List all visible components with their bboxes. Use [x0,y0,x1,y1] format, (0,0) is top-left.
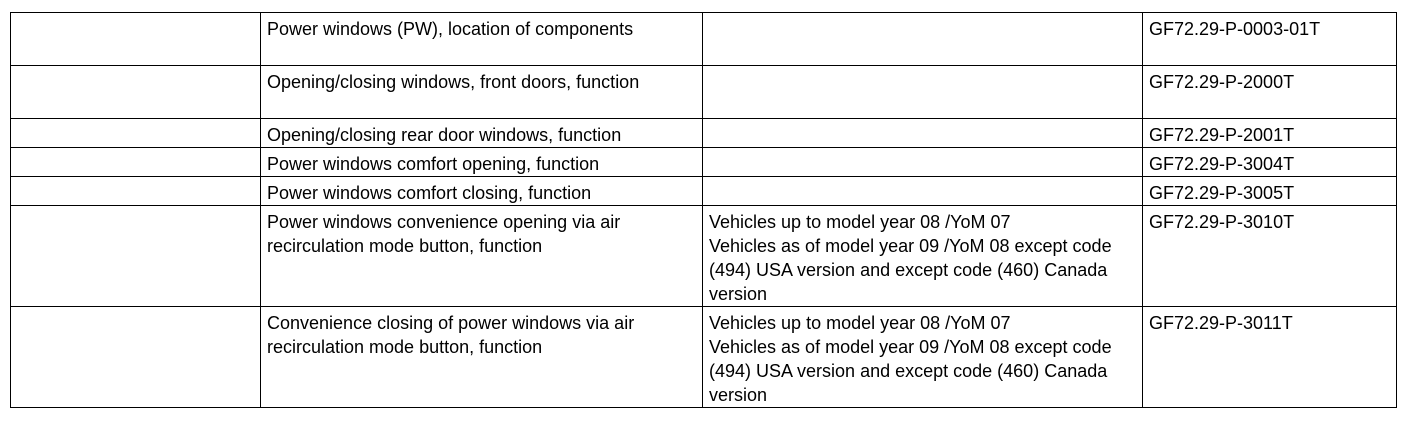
note-cell [703,119,1143,148]
note-cell [703,148,1143,177]
empty-cell [11,307,261,408]
description-cell: Power windows comfort opening, function [261,148,703,177]
table-row [11,66,1397,119]
document-code-cell: GF72.29-P-3011T [1143,307,1397,408]
document-code-cell: GF72.29-P-3004T [1143,148,1397,177]
document-table [10,12,1397,408]
empty-cell [11,206,261,307]
note-cell: Vehicles up to model year 08 /YoM 07 Vehicles as of model year 09 /YoM 08 except code (494) USA version and except code (460) Canada version [703,307,1143,408]
note-cell [703,66,1143,119]
empty-cell [11,119,261,148]
document-code-cell: GF72.29-P-2000T [1143,66,1397,119]
document-code-cell: GF72.29-P-3005T [1143,177,1397,206]
document-code-cell: GF72.29-P-3010T [1143,206,1397,307]
description-cell: Power windows convenience opening via air recirculation mode button, function [261,206,703,307]
description-cell: Opening/closing rear door windows, function [261,119,703,148]
description-cell: Opening/closing windows, front doors, function [261,66,703,119]
empty-cell [11,66,261,119]
empty-cell [11,13,261,66]
note-cell: Vehicles up to model year 08 /YoM 07 Vehicles as of model year 09 /YoM 08 except code (494) USA version and except code (460) Canada version [703,206,1143,307]
empty-cell [11,177,261,206]
table-row [11,307,1397,408]
table-row [11,177,1397,206]
table-row [11,148,1397,177]
note-cell [703,177,1143,206]
description-cell: Power windows (PW), location of components [261,13,703,66]
description-cell: Power windows comfort closing, function [261,177,703,206]
table-row [11,119,1397,148]
note-cell [703,13,1143,66]
document-code-cell: GF72.29-P-0003-01T [1143,13,1397,66]
document-code-cell: GF72.29-P-2001T [1143,119,1397,148]
table-row [11,13,1397,66]
table-row [11,206,1397,307]
description-cell: Convenience closing of power windows via air recirculation mode button, function [261,307,703,408]
empty-cell [11,148,261,177]
